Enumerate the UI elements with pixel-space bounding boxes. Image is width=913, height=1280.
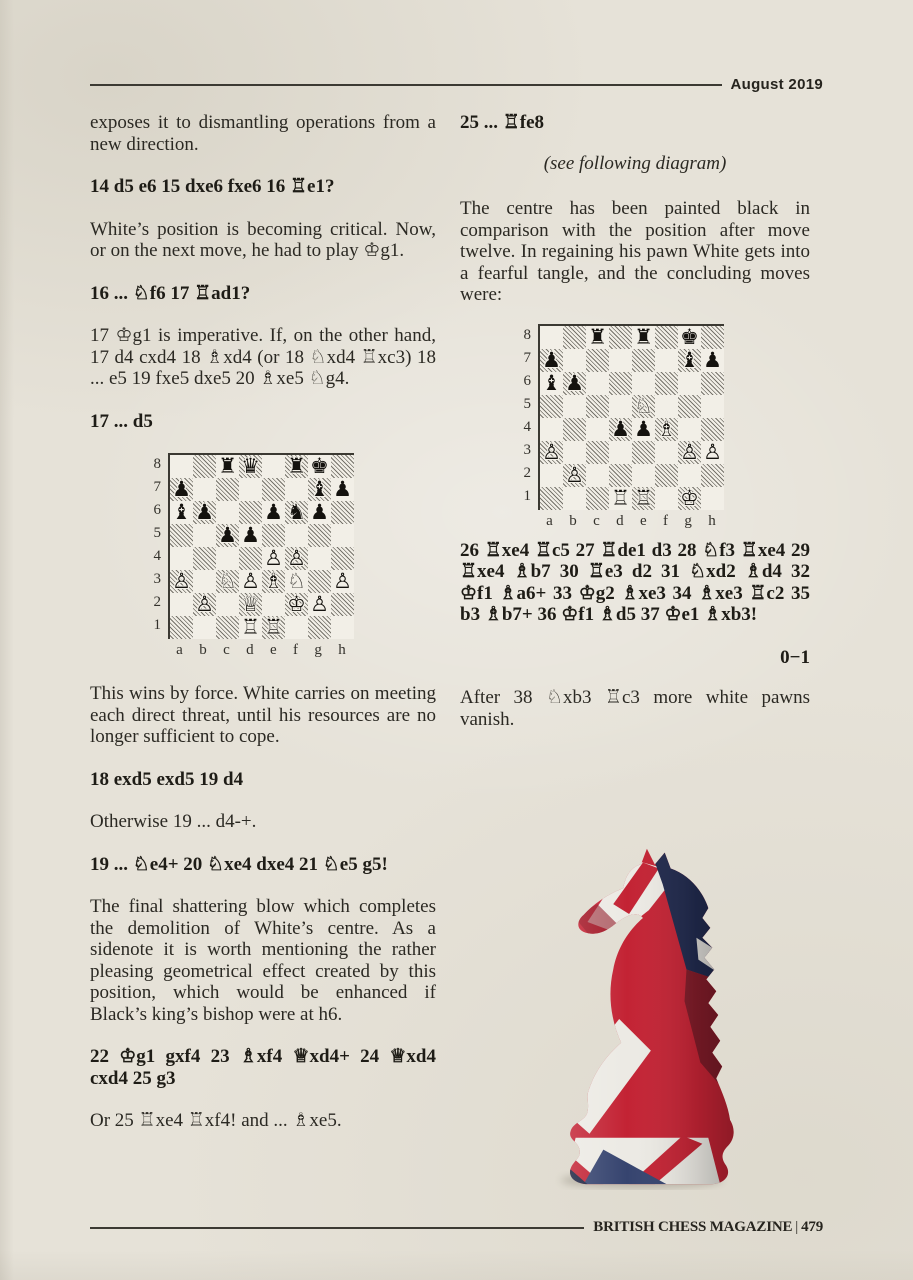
page-header [90,76,823,93]
file-label: e [269,642,277,658]
board-square [678,395,701,418]
chess-piece: ♖ [611,485,630,510]
board-square [586,464,609,487]
board-square [239,593,262,616]
board-square [540,487,563,510]
chess-piece: ♘ [287,569,306,593]
chess-piece: ♜ [218,454,237,478]
chess-piece: ♙ [287,546,306,570]
chess-piece: ♖ [241,615,260,639]
board-square [239,501,262,524]
chess-piece: ♙ [680,439,699,464]
moves-line-26: 26 ♖xe4 ♖c5 27 ♖de1 d3 28 ♘f3 ♖xe4 29 ♖xe4 ♗b7 30 ♖e3 d2 31 ♘xd2 ♗d4 32 ♔f1 ♗a6+ 33 ♔g2 ♗xe3 34 ♗xe3 ♖c2 35 b3 ♗b7+ 36 ♔f1 ♗d5 37 ♔e1 ♗xb3! [460,539,810,625]
board-square [170,501,193,524]
diagram-1-file-labels [168,639,354,661]
board-square [308,570,331,593]
chess-piece: ♚ [680,324,699,349]
chess-diagram-1 [90,453,436,661]
rank-label: 4 [523,418,531,435]
diagram-2-board [538,324,724,510]
board-square [262,501,285,524]
board-square [563,487,586,510]
board-square [216,570,239,593]
board-square [170,524,193,547]
file-label: d [246,642,254,658]
board-square [586,395,609,418]
file-label: b [199,642,207,658]
board-square [285,570,308,593]
board-square [563,395,586,418]
page-footer [90,1219,823,1236]
board-square [678,326,701,349]
board-square [586,418,609,441]
board-square [285,616,308,639]
chess-piece: ♜ [287,454,306,478]
paragraph-otherwise: Otherwise 19 ... d4-+. [90,811,257,832]
board-square [285,478,308,501]
diagram-1-rank-labels [146,453,168,639]
board-square [193,616,216,639]
board-square [609,487,632,510]
board-square [609,418,632,441]
rank-label: 1 [153,617,161,633]
board-square [331,593,354,616]
board-square [632,464,655,487]
diagram-corner [146,639,168,661]
chess-piece: ♟ [333,477,352,501]
board-square [285,593,308,616]
board-square [540,441,563,464]
footer-magazine: BRITISH CHESS MAGAZINE [593,1219,793,1235]
board-square [331,616,354,639]
chess-piece: ♗ [657,416,676,441]
rank-label: 7 [523,349,531,366]
footer-label [593,1219,823,1236]
chess-piece: ♗ [264,569,283,593]
board-square [239,524,262,547]
board-square [285,547,308,570]
board-square [586,349,609,372]
board-square [586,487,609,510]
board-square [193,570,216,593]
file-label: h [708,512,716,529]
chess-piece: ♙ [195,592,214,616]
file-label: a [546,512,553,529]
board-square [632,418,655,441]
chess-piece: ♝ [310,477,329,501]
board-square [609,326,632,349]
chess-piece: ♟ [703,347,722,372]
chess-piece: ♙ [565,462,584,487]
game-result: 0−1 [780,646,810,668]
board-square [308,593,331,616]
chess-piece: ♘ [218,569,237,593]
knight-union-jack-image [538,842,736,1190]
chess-piece: ♙ [241,569,260,593]
chess-piece: ♟ [172,477,191,501]
board-square [262,616,285,639]
board-square [216,501,239,524]
moves-line-25: 25 ... ♖fe8 [460,112,545,133]
board-square [170,478,193,501]
board-square [331,547,354,570]
board-square [701,418,724,441]
moves-line-16: 16 ... ♘f6 17 ♖ad1? [90,282,251,304]
board-square [193,478,216,501]
board-square [239,478,262,501]
board-square [701,349,724,372]
moves-line-22: 22 ♔g1 gxf4 23 ♗xf4 ♕xd4+ 24 ♕xd4 cxd4 25 g3 [90,1046,436,1089]
board-square [540,349,563,372]
board-square [632,487,655,510]
diagram-1-board [168,453,354,639]
board-square [331,501,354,524]
chess-piece: ♟ [264,500,283,524]
chess-piece: ♖ [634,485,653,510]
board-square [239,570,262,593]
paragraph-centre-black: The centre has been painted black in comparison with the position after move twelve. In regaining his pawn White gets into a fearful tangle, and the concluding moves were: [460,198,810,305]
board-square [193,547,216,570]
file-label: b [569,512,577,529]
board-square [563,418,586,441]
paragraph-imperative: 17 ♔g1 is imperative. If, on the other hand, 17 d4 cxd4 18 ♗xd4 (or 18 ♘xd4 ♖xc3) 18 ... e5 19 fxe5 dxe5 20 ♗xe5 ♘g4. [90,325,436,389]
file-label: g [314,642,322,658]
footer-rule [90,1227,584,1229]
board-square [170,547,193,570]
file-label: e [639,512,647,529]
board-square [193,501,216,524]
chess-piece: ♙ [542,439,561,464]
see-diagram-note: (see following diagram) [543,152,727,174]
board-square [632,349,655,372]
file-label: c [593,512,600,529]
chess-piece: ♙ [264,546,283,570]
board-square [540,464,563,487]
board-square [331,478,354,501]
board-square [216,547,239,570]
header-rule [90,84,722,86]
board-square [586,326,609,349]
board-square [331,570,354,593]
paragraph-or-25: Or 25 ♖xe4 ♖xf4! and ... ♗xe5. [90,1110,342,1131]
file-label: c [223,642,230,658]
board-square [193,455,216,478]
rank-label: 4 [153,548,161,564]
board-square [563,349,586,372]
board-square [563,372,586,395]
rank-label: 5 [523,395,531,412]
board-square [540,395,563,418]
board-square [540,372,563,395]
diagram-corner [516,510,538,532]
board-square [655,349,678,372]
footer-page-number: 479 [801,1219,823,1235]
board-square [678,372,701,395]
board-square [331,524,354,547]
board-square [609,464,632,487]
board-square [678,418,701,441]
board-square [308,547,331,570]
board-square [170,616,193,639]
diagram-2-file-labels [538,510,724,532]
chess-piece: ♟ [218,523,237,547]
board-square [678,349,701,372]
rank-label: 3 [153,571,161,587]
chess-piece: ♝ [542,370,561,395]
rank-label: 2 [523,464,531,481]
board-square [678,464,701,487]
board-square [655,464,678,487]
chess-piece: ♕ [241,592,260,616]
chess-piece: ♙ [172,569,191,593]
rank-label: 5 [153,525,161,541]
paragraph-after-38: After 38 ♘xb3 ♖c3 more white pawns vanish. [460,687,810,730]
file-label: f [292,642,298,658]
board-square [632,372,655,395]
header-date: August 2019 [730,76,823,93]
chess-piece: ♟ [542,347,561,372]
board-square [701,441,724,464]
left-column [90,112,436,1153]
board-square [262,570,285,593]
chess-diagram-2 [460,324,810,532]
rank-label: 8 [153,456,161,472]
board-square [655,441,678,464]
board-square [609,372,632,395]
board-square [285,455,308,478]
board-square [563,326,586,349]
board-square [563,441,586,464]
board-square [655,418,678,441]
paragraph-wins: This wins by force. White carries on meeting each direct threat, until his resources are no longer sufficient to cope. [90,683,436,747]
board-square [586,372,609,395]
board-square [701,487,724,510]
paragraph-final-blow: The final shattering blow which completes the demolition of White’s centre. As a sidenote it is worth mentioning the rather pleasing geometrical effect created by this position, which would be enhanced if Black’s king’s bishop were at h6. [90,896,436,1025]
moves-line-18: 18 exd5 exd5 19 d4 [90,768,244,790]
board-square [239,455,262,478]
board-square [655,326,678,349]
moves-line-14: 14 d5 e6 15 dxe6 fxe6 16 ♖e1? [90,176,335,197]
chess-piece: ♖ [264,615,283,639]
board-square [170,570,193,593]
board-square [239,616,262,639]
board-square [678,487,701,510]
chess-piece: ♙ [333,569,352,593]
file-label: g [684,512,692,529]
chess-piece: ♟ [611,416,630,441]
file-label: d [616,512,624,529]
board-square [655,487,678,510]
board-square [285,501,308,524]
chess-piece: ♟ [310,500,329,524]
moves-line-17: 17 ... d5 [90,410,153,432]
rank-label: 2 [153,594,161,610]
diagram-2-rank-labels [516,324,538,510]
board-square [216,455,239,478]
chess-piece: ♝ [680,347,699,372]
footer-separator: | [795,1219,799,1235]
board-square [308,616,331,639]
board-square [701,326,724,349]
chess-piece: ♟ [195,500,214,524]
board-square [193,593,216,616]
board-square [655,395,678,418]
chess-piece: ♞ [287,500,306,524]
board-square [285,524,308,547]
file-label: h [338,642,346,658]
board-square [632,441,655,464]
rank-label: 7 [153,479,161,495]
chess-piece: ♟ [634,416,653,441]
board-square [609,395,632,418]
board-square [701,395,724,418]
paragraph-intro: exposes it to dismantling operations from a new direction. [90,112,436,155]
chess-piece: ♟ [565,370,584,395]
board-square [563,464,586,487]
chess-piece: ♝ [172,500,191,524]
board-square [678,441,701,464]
chess-piece: ♔ [680,485,699,510]
board-square [170,593,193,616]
board-square [308,455,331,478]
moves-line-19: 19 ... ♘e4+ 20 ♘xe4 dxe4 21 ♘e5 g5! [90,853,388,875]
rank-label: 8 [523,326,531,343]
board-square [170,455,193,478]
board-square [193,524,216,547]
board-square [262,547,285,570]
board-square [331,455,354,478]
board-square [216,593,239,616]
rank-label: 1 [523,487,531,504]
chess-piece: ♙ [703,439,722,464]
board-square [701,464,724,487]
chess-piece: ♘ [634,393,653,418]
board-square [632,395,655,418]
chess-piece: ♙ [310,592,329,616]
right-column [460,112,810,751]
chess-piece: ♜ [588,324,607,349]
chess-piece: ♜ [634,324,653,349]
board-square [262,478,285,501]
file-label: f [662,512,668,529]
chess-piece: ♔ [287,592,306,616]
board-square [216,524,239,547]
board-square [262,593,285,616]
board-square [701,372,724,395]
board-square [540,326,563,349]
board-square [632,326,655,349]
board-square [655,372,678,395]
board-square [308,478,331,501]
rank-label: 6 [523,372,531,389]
board-square [540,418,563,441]
rank-label: 3 [523,441,531,458]
board-square [262,455,285,478]
chess-piece: ♛ [241,454,260,478]
paragraph-critical: White’s position is becoming critical. Now, or on the next move, he had to play ♔g1. [90,218,436,261]
board-square [262,524,285,547]
rank-label: 6 [153,502,161,518]
board-square [609,349,632,372]
board-square [586,441,609,464]
chess-piece: ♟ [241,523,260,547]
board-square [216,616,239,639]
board-square [308,524,331,547]
board-square [609,441,632,464]
board-square [239,547,262,570]
file-label: a [176,642,183,658]
board-square [308,501,331,524]
board-square [216,478,239,501]
chess-piece: ♚ [310,454,329,478]
